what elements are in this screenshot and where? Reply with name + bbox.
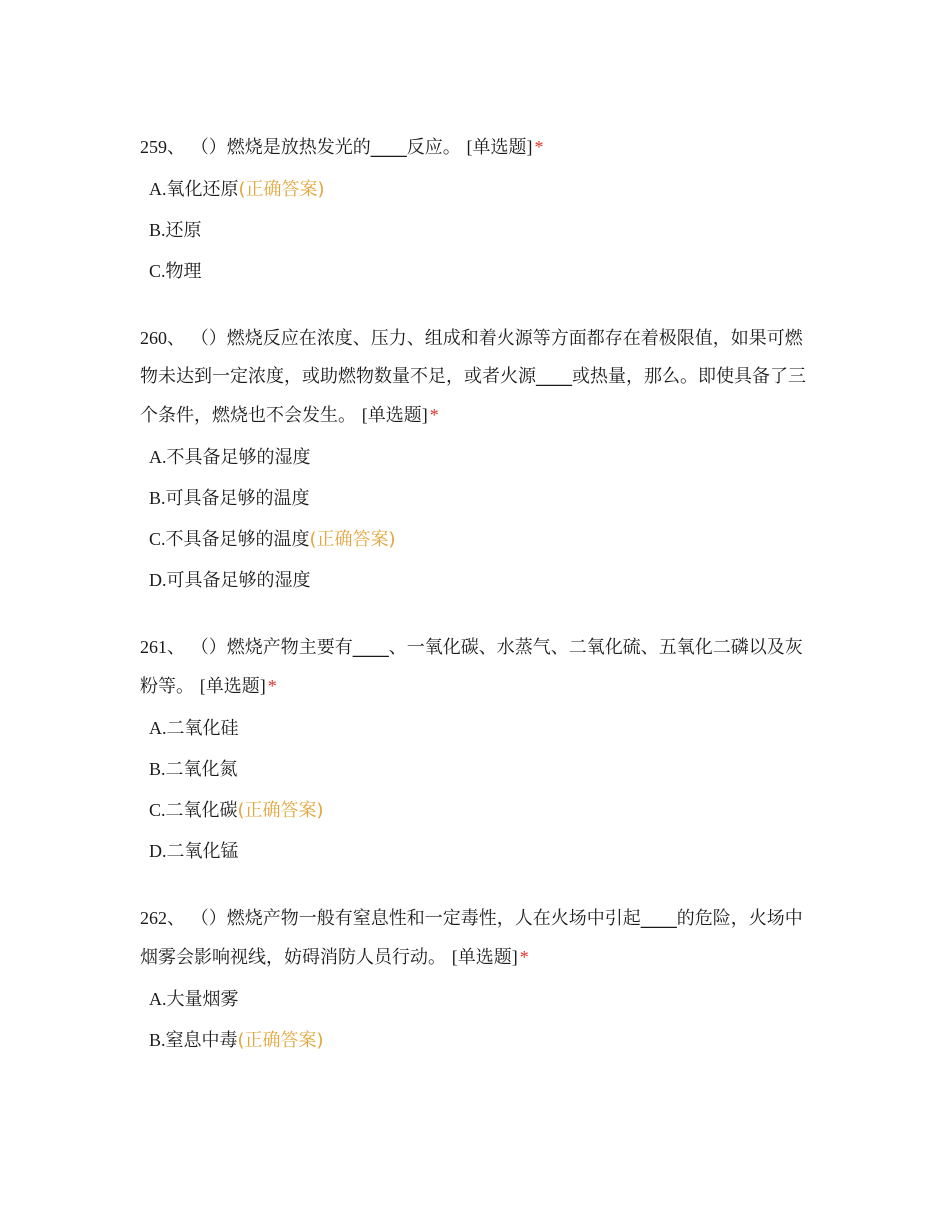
option-letter: C. <box>149 800 166 820</box>
option-b <box>140 478 820 519</box>
option-text: 物理 <box>165 261 202 282</box>
option-text: 窒息中毒 <box>165 1030 238 1051</box>
option-text: 二氧化锰 <box>166 841 239 862</box>
option-c <box>140 251 820 292</box>
question-stem <box>140 128 815 167</box>
question-text: （）燃烧产物一般有窒息性和一定毒性，人在火场中引起____的危险，火场中烟雾会影响视线，妨碍消防人员行动。 <box>140 908 803 968</box>
question-text: （）燃烧反应在浓度、压力、组成和着火源等方面都存在着极限值，如果可燃物未达到一定浓度，或助燃物数量不足，或者火源____或热量，那么。即使具备了三个条件，燃烧也不会发生。 <box>140 328 806 426</box>
question-type-label: [单选题] <box>466 137 533 157</box>
option-text: 二氧化碳 <box>165 800 238 821</box>
option-letter: B. <box>149 488 166 508</box>
option-text: 大量烟雾 <box>166 989 239 1010</box>
option-letter: C. <box>149 529 166 549</box>
question-number: 259、 <box>140 137 185 157</box>
question-text: （）燃烧是放热发光的____反应。 <box>185 137 467 158</box>
required-star: * <box>267 676 277 696</box>
option-letter: D. <box>149 570 167 590</box>
option-text: 可具备足够的温度 <box>165 488 310 509</box>
option-b <box>140 1020 820 1061</box>
option-a <box>140 437 820 478</box>
option-text: 二氧化氮 <box>165 759 238 780</box>
option-a <box>140 708 820 749</box>
option-d <box>140 831 820 872</box>
question-259 <box>140 128 820 292</box>
question-260 <box>140 319 820 601</box>
option-letter: A. <box>149 989 167 1009</box>
option-c <box>140 790 820 831</box>
question-text: （）燃烧产物主要有____、一氧化碳、水蒸气、二氧化硫、五氧化二磷以及灰粉等。 <box>140 637 803 697</box>
option-letter: A. <box>149 718 167 738</box>
option-d <box>140 560 820 601</box>
correct-answer-tag: (正确答案) <box>309 529 396 550</box>
option-letter: A. <box>149 179 167 199</box>
option-text: 可具备足够的湿度 <box>166 570 311 591</box>
option-letter: C. <box>149 261 166 281</box>
question-number: 260、 <box>140 328 185 348</box>
question-type-label: [单选题] <box>361 405 428 425</box>
correct-answer-tag: (正确答案) <box>237 1030 324 1051</box>
question-stem <box>140 899 815 977</box>
required-star: * <box>534 137 544 157</box>
option-letter: A. <box>149 447 167 467</box>
question-261 <box>140 628 820 872</box>
question-262 <box>140 899 820 1061</box>
option-text: 不具备足够的湿度 <box>166 447 311 468</box>
option-text: 二氧化硅 <box>166 718 239 739</box>
question-number: 262、 <box>140 908 185 928</box>
question-type-label: [单选题] <box>199 676 266 696</box>
question-type-label: [单选题] <box>451 947 518 967</box>
option-c <box>140 519 820 560</box>
option-b <box>140 210 820 251</box>
question-stem <box>140 628 815 706</box>
option-letter: B. <box>149 759 166 779</box>
option-text: 不具备足够的温度 <box>165 529 310 550</box>
required-star: * <box>519 947 529 967</box>
required-star: * <box>429 405 439 425</box>
option-text: 还原 <box>165 220 202 241</box>
option-letter: D. <box>149 841 167 861</box>
question-stem <box>140 319 815 435</box>
option-a <box>140 169 820 210</box>
option-a <box>140 979 820 1020</box>
question-number: 261、 <box>140 637 185 657</box>
correct-answer-tag: (正确答案) <box>238 179 325 200</box>
option-b <box>140 749 820 790</box>
option-letter: B. <box>149 1030 166 1050</box>
option-letter: B. <box>149 220 166 240</box>
option-text: 氧化还原 <box>166 179 239 200</box>
correct-answer-tag: (正确答案) <box>237 800 324 821</box>
